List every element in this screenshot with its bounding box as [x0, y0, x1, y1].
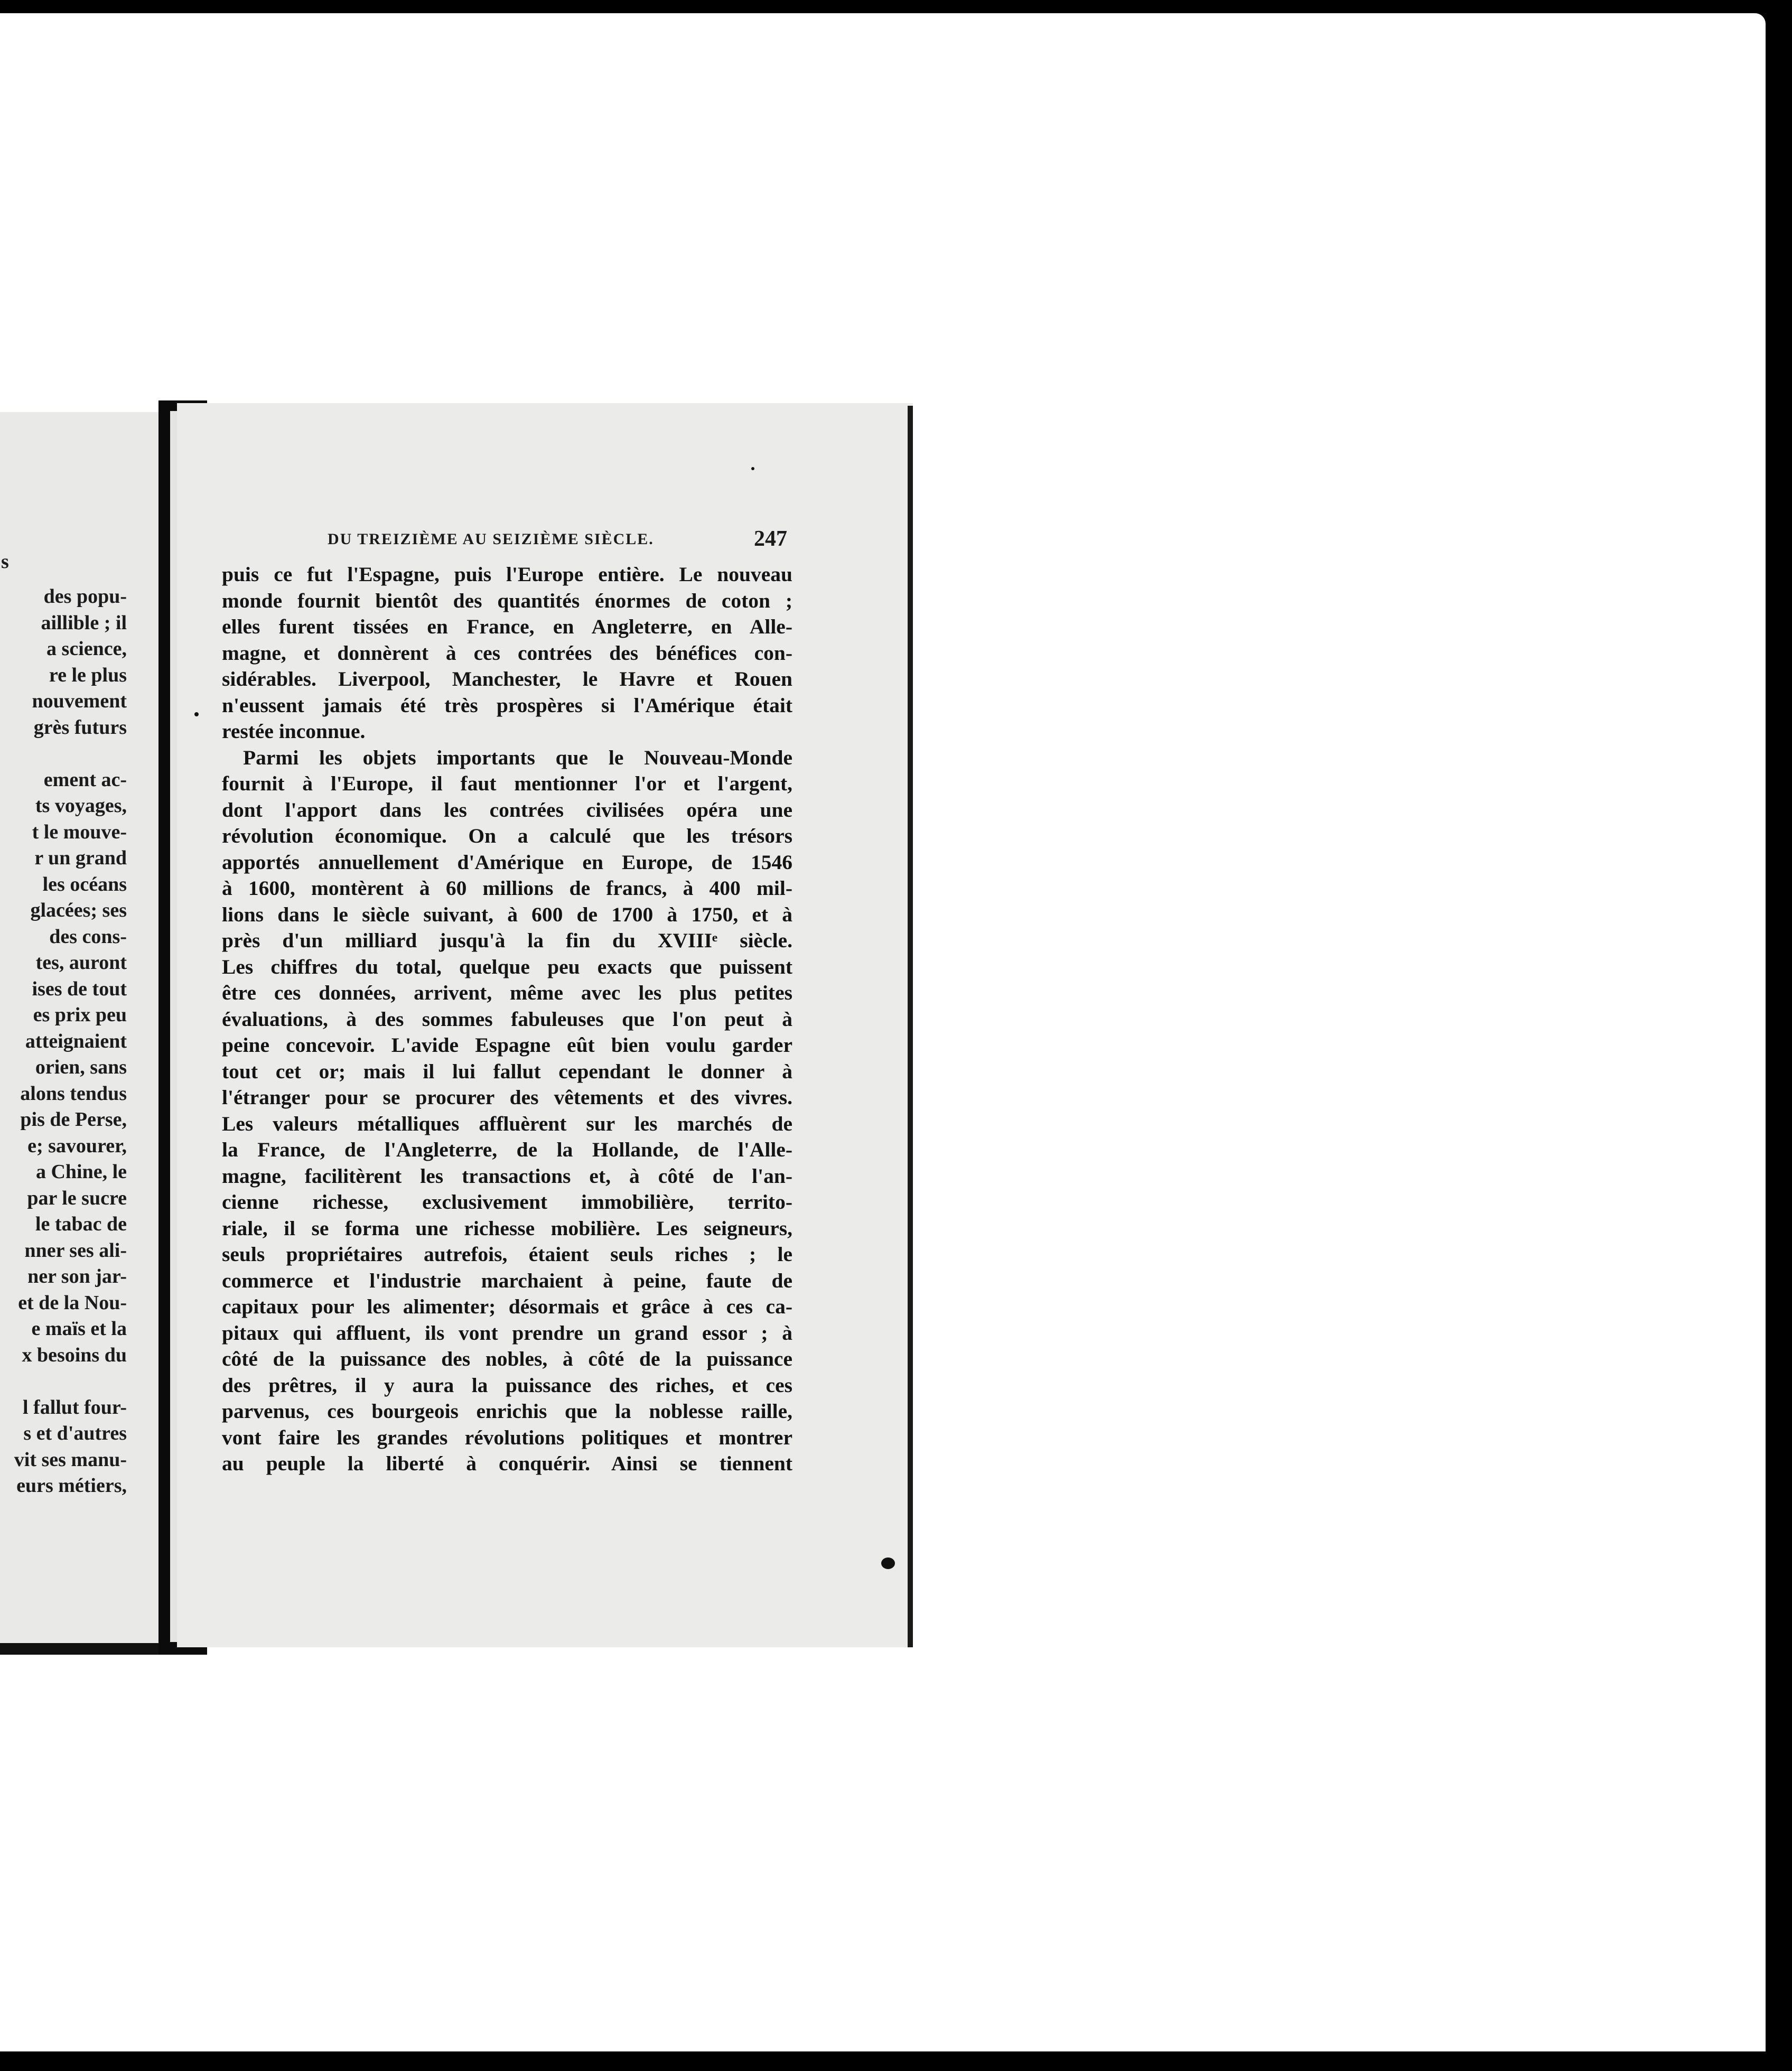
left-page-line: eurs métiers, [16, 1475, 127, 1497]
left-page-line: t le mouve- [32, 820, 127, 843]
running-title: DU TREIZIÈME AU SEIZIÈME SIÈCLE. [328, 530, 654, 548]
text-line: capitaux pour les alimenter; désormais et grâce à ces ca- [222, 1295, 792, 1318]
text-line: riale, il se forma une richesse mobilière. Les seigneurs, [222, 1216, 792, 1240]
book-spread-scan [0, 400, 913, 1655]
left-page-line: et de la Nou- [18, 1291, 127, 1314]
text-line: Les valeurs métalliques affluèrent sur les marchés de [222, 1112, 792, 1135]
dust-speck [881, 1557, 895, 1569]
text-line: parvenus, ces bourgeois enrichis que la noblesse raille, [222, 1400, 792, 1423]
left-page-line: ement ac- [43, 768, 127, 791]
text-line: à 1600, montèrent à 60 millions de francs, à 400 mil- [222, 876, 792, 900]
text-line: commerce et l'industrie marchaient à peine, faute de [222, 1268, 792, 1292]
left-page-line: orien, sans [35, 1056, 127, 1078]
text-line: l'étranger pour se procurer des vêtements et des vivres. [222, 1086, 792, 1109]
text-line: seuls propriétaires autrefois, étaient seuls riches ; le [222, 1243, 792, 1266]
text-line: pitaux qui affluent, ils vont prendre un grand essor ; à [222, 1321, 792, 1345]
right-page-edge [908, 406, 913, 1647]
text-line: monde fournit bientôt des quantités énormes de coton ; [222, 589, 792, 612]
text-line: au peuple la liberté à conquérir. Ainsi se tiennent [222, 1452, 792, 1475]
page-number: 247 [754, 527, 787, 551]
left-page [0, 412, 177, 1643]
text-line: fournit à l'Europe, il faut mentionner l'or et l'argent, [222, 772, 792, 795]
dust-speck [751, 467, 754, 470]
left-page-line: ts voyages, [35, 795, 127, 817]
text-line: lions dans le siècle suivant, à 600 de 1700 à 1750, et à [222, 902, 792, 926]
text-line: des prêtres, il y aura la puissance des riches, et ces [222, 1373, 792, 1397]
left-page-line: par le sucre [27, 1187, 127, 1209]
text-line: restée inconnue. [222, 720, 366, 743]
left-page-line: grès futurs [33, 716, 127, 739]
left-page-line: ises de tout [32, 977, 127, 1000]
text-line: la France, de l'Angleterre, de la Hollande, de l'Alle- [222, 1138, 792, 1161]
text-line: cienne richesse, exclusivement immobilière, territo- [222, 1190, 792, 1214]
left-page-line: des cons- [49, 925, 127, 948]
left-page-line: vit ses manu- [14, 1448, 127, 1471]
text-line: peine concevoir. L'avide Espagne eût bien voulu garder [222, 1033, 792, 1057]
text-line: tout cet or; mais il lui fallut cependant le donner à [222, 1059, 792, 1083]
left-page-line: a science, [46, 638, 127, 660]
left-page-line: tes, auront [35, 951, 127, 974]
left-page-line: atteignaient [25, 1030, 127, 1052]
left-page-line: es prix peu [33, 1004, 127, 1026]
text-line: Les chiffres du total, quelque peu exacts que puissent [222, 955, 792, 978]
left-page-line: a Chine, le [35, 1161, 127, 1183]
left-page-line: aillible ; il [41, 611, 127, 634]
left-page-line: re le plus [49, 664, 127, 686]
left-page-line: e maïs et la [31, 1318, 127, 1340]
left-page-line: r un grand [34, 847, 127, 869]
text-line: dont l'apport dans les contrées civilisées opéra une [222, 798, 792, 822]
text-line: évaluations, à des sommes fabuleuses que l'on peut à [222, 1007, 792, 1031]
left-page-line: le tabac de [35, 1213, 127, 1235]
left-page-bottom-shadow [0, 1643, 180, 1655]
left-page-line: nner ses ali- [24, 1239, 127, 1262]
left-page-line: e; savourer, [27, 1134, 127, 1157]
text-line: puis ce fut l'Espagne, puis l'Europe entière. Le nouveau [222, 563, 792, 586]
text-line: vont faire les grandes révolutions politiques et montrer [222, 1425, 792, 1449]
left-page-line: nouvement [32, 690, 127, 712]
left-page-line: les océans [42, 873, 127, 895]
left-page-header-fragment: s [1, 551, 9, 573]
left-page-line: glacées; ses [30, 899, 127, 921]
dust-speck [194, 712, 199, 716]
body-text [222, 562, 792, 1477]
left-page-line: pis de Perse, [20, 1108, 127, 1131]
page-header [328, 526, 787, 558]
text-line: sidérables. Liverpool, Manchester, le Havre et Rouen [222, 667, 792, 691]
text-line: n'eussent jamais été très prospères si l'Amérique était [222, 693, 792, 717]
left-page-line: des popu- [43, 585, 127, 608]
text-line: elles furent tissées en France, en Angleterre, en Alle- [222, 615, 792, 638]
text-line: révolution économique. On a calculé que les trésors [222, 824, 792, 847]
text-line: magne, et donnèrent à ces contrées des bénéfices con- [222, 641, 792, 665]
left-page-line: alons tendus [20, 1082, 127, 1105]
text-line: être ces données, arrivent, même avec les plus petites [222, 981, 792, 1004]
left-page-line: l fallut four- [22, 1396, 127, 1419]
text-line: magne, facilitèrent les transactions et, à côté de l'an- [222, 1164, 792, 1188]
text-line: côté de la puissance des nobles, à côté de la puissance [222, 1347, 792, 1370]
text-line: Parmi les objets importants que le Nouveau-Monde [243, 745, 792, 769]
left-page-line: ner son jar- [27, 1265, 127, 1288]
left-page-line: x besoins du [22, 1344, 127, 1366]
text-line: apportés annuellement d'Amérique en Europe, de 1546 [222, 850, 792, 874]
text-line: près d'un milliard jusqu'à la fin du XVIIIᵉ siècle. [222, 929, 792, 952]
left-page-line: s et d'autres [23, 1422, 127, 1444]
